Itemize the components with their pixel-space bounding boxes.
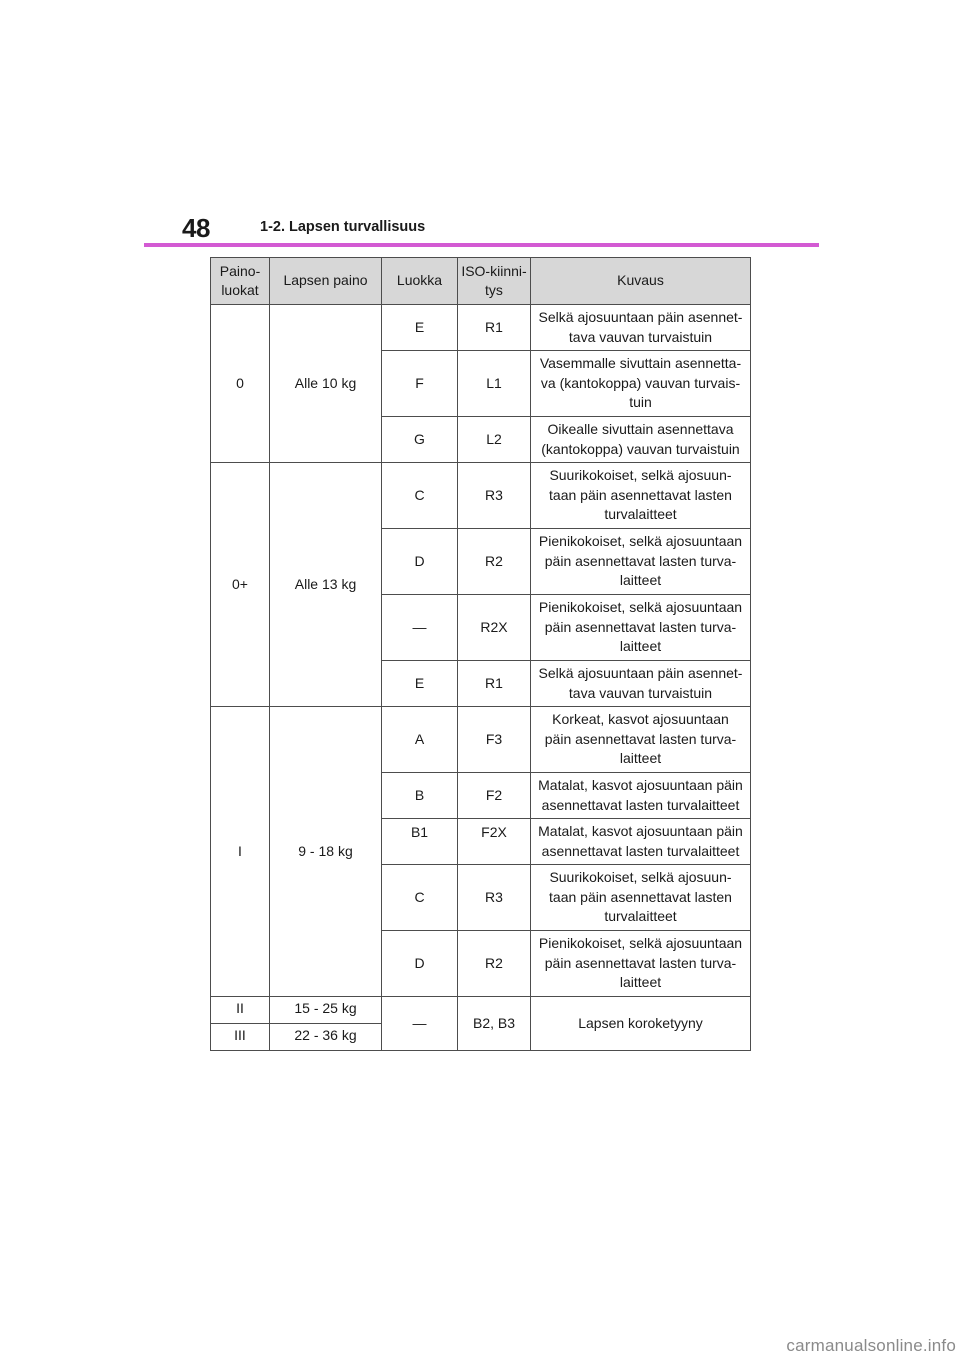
iso-cell: R2: [458, 931, 531, 997]
weight-class-cell: 0: [211, 305, 270, 463]
category-cell: F: [382, 351, 458, 417]
header-rule: [144, 243, 819, 247]
weight-class-cell: 0+: [211, 463, 270, 707]
category-cell: G: [382, 417, 458, 463]
description-cell: Korkeat, kasvot ajosuuntaan päin asennettavat lasten turva- laitteet: [531, 707, 751, 773]
category-cell: B1: [382, 819, 458, 865]
category-cell: D: [382, 529, 458, 595]
column-header-description: Kuvaus: [531, 258, 751, 305]
weight-class-cell: II: [211, 997, 270, 1024]
table-row: [211, 707, 751, 773]
column-header-iso: ISO-kiinni- tys: [458, 258, 531, 305]
description-cell: Selkä ajosuuntaan päin asennet- tava vauvan turvaistuin: [531, 661, 751, 707]
child-weight-cell: Alle 13 kg: [270, 463, 382, 707]
category-cell: —: [382, 997, 458, 1051]
table-row: [211, 997, 751, 1024]
iso-cell: R3: [458, 463, 531, 529]
category-cell: B: [382, 773, 458, 819]
description-cell: Pienikokoiset, selkä ajosuuntaan päin asennettavat lasten turva- laitteet: [531, 931, 751, 997]
page-number: 48: [182, 213, 210, 243]
iso-cell: R3: [458, 865, 531, 931]
iso-cell: F3: [458, 707, 531, 773]
description-cell: Vasemmalle sivuttain asennetta- va (kantokoppa) vauvan turvais- tuin: [531, 351, 751, 417]
description-cell: Matalat, kasvot ajosuuntaan päin asennettavat lasten turvalaitteet: [531, 819, 751, 865]
description-cell: Lapsen koroketyyny: [531, 997, 751, 1051]
weight-class-cell: III: [211, 1024, 270, 1051]
column-header-category: Luokka: [382, 258, 458, 305]
iso-cell: F2: [458, 773, 531, 819]
description-cell: Pienikokoiset, selkä ajosuuntaan päin asennettavat lasten turva- laitteet: [531, 529, 751, 595]
table-row: [211, 463, 751, 529]
child-seat-table: [210, 257, 751, 1051]
category-cell: D: [382, 931, 458, 997]
child-weight-cell: 9 - 18 kg: [270, 707, 382, 997]
iso-cell: R2X: [458, 595, 531, 661]
category-cell: E: [382, 305, 458, 351]
weight-class-cell: I: [211, 707, 270, 997]
child-weight-cell: Alle 10 kg: [270, 305, 382, 463]
description-cell: Pienikokoiset, selkä ajosuuntaan päin asennettavat lasten turva- laitteet: [531, 595, 751, 661]
iso-cell: F2X: [458, 819, 531, 865]
table-header-row: [211, 258, 751, 305]
iso-cell: L1: [458, 351, 531, 417]
description-cell: Selkä ajosuuntaan päin asennet- tava vauvan turvaistuin: [531, 305, 751, 351]
child-weight-cell: 15 - 25 kg: [270, 997, 382, 1024]
watermark: carmanualsonline.info: [786, 1336, 956, 1355]
iso-cell: B2, B3: [458, 997, 531, 1051]
child-weight-cell: 22 - 36 kg: [270, 1024, 382, 1051]
category-cell: C: [382, 463, 458, 529]
iso-cell: R2: [458, 529, 531, 595]
section-title: 1-2. Lapsen turvallisuus: [260, 219, 426, 235]
iso-cell: R1: [458, 305, 531, 351]
description-cell: Suurikokoiset, selkä ajosuun- taan päin asennettavat lasten turvalaitteet: [531, 463, 751, 529]
iso-cell: R1: [458, 661, 531, 707]
category-cell: A: [382, 707, 458, 773]
description-cell: Suurikokoiset, selkä ajosuun- taan päin asennettavat lasten turvalaitteet: [531, 865, 751, 931]
category-cell: —: [382, 595, 458, 661]
category-cell: E: [382, 661, 458, 707]
category-cell: C: [382, 865, 458, 931]
description-cell: Oikealle sivuttain asennettava (kantokoppa) vauvan turvaistuin: [531, 417, 751, 463]
column-header-class: Paino- luokat: [211, 258, 270, 305]
description-cell: Matalat, kasvot ajosuuntaan päin asennettavat lasten turvalaitteet: [531, 773, 751, 819]
iso-cell: L2: [458, 417, 531, 463]
table-row: [211, 305, 751, 351]
column-header-weight: Lapsen paino: [270, 258, 382, 305]
